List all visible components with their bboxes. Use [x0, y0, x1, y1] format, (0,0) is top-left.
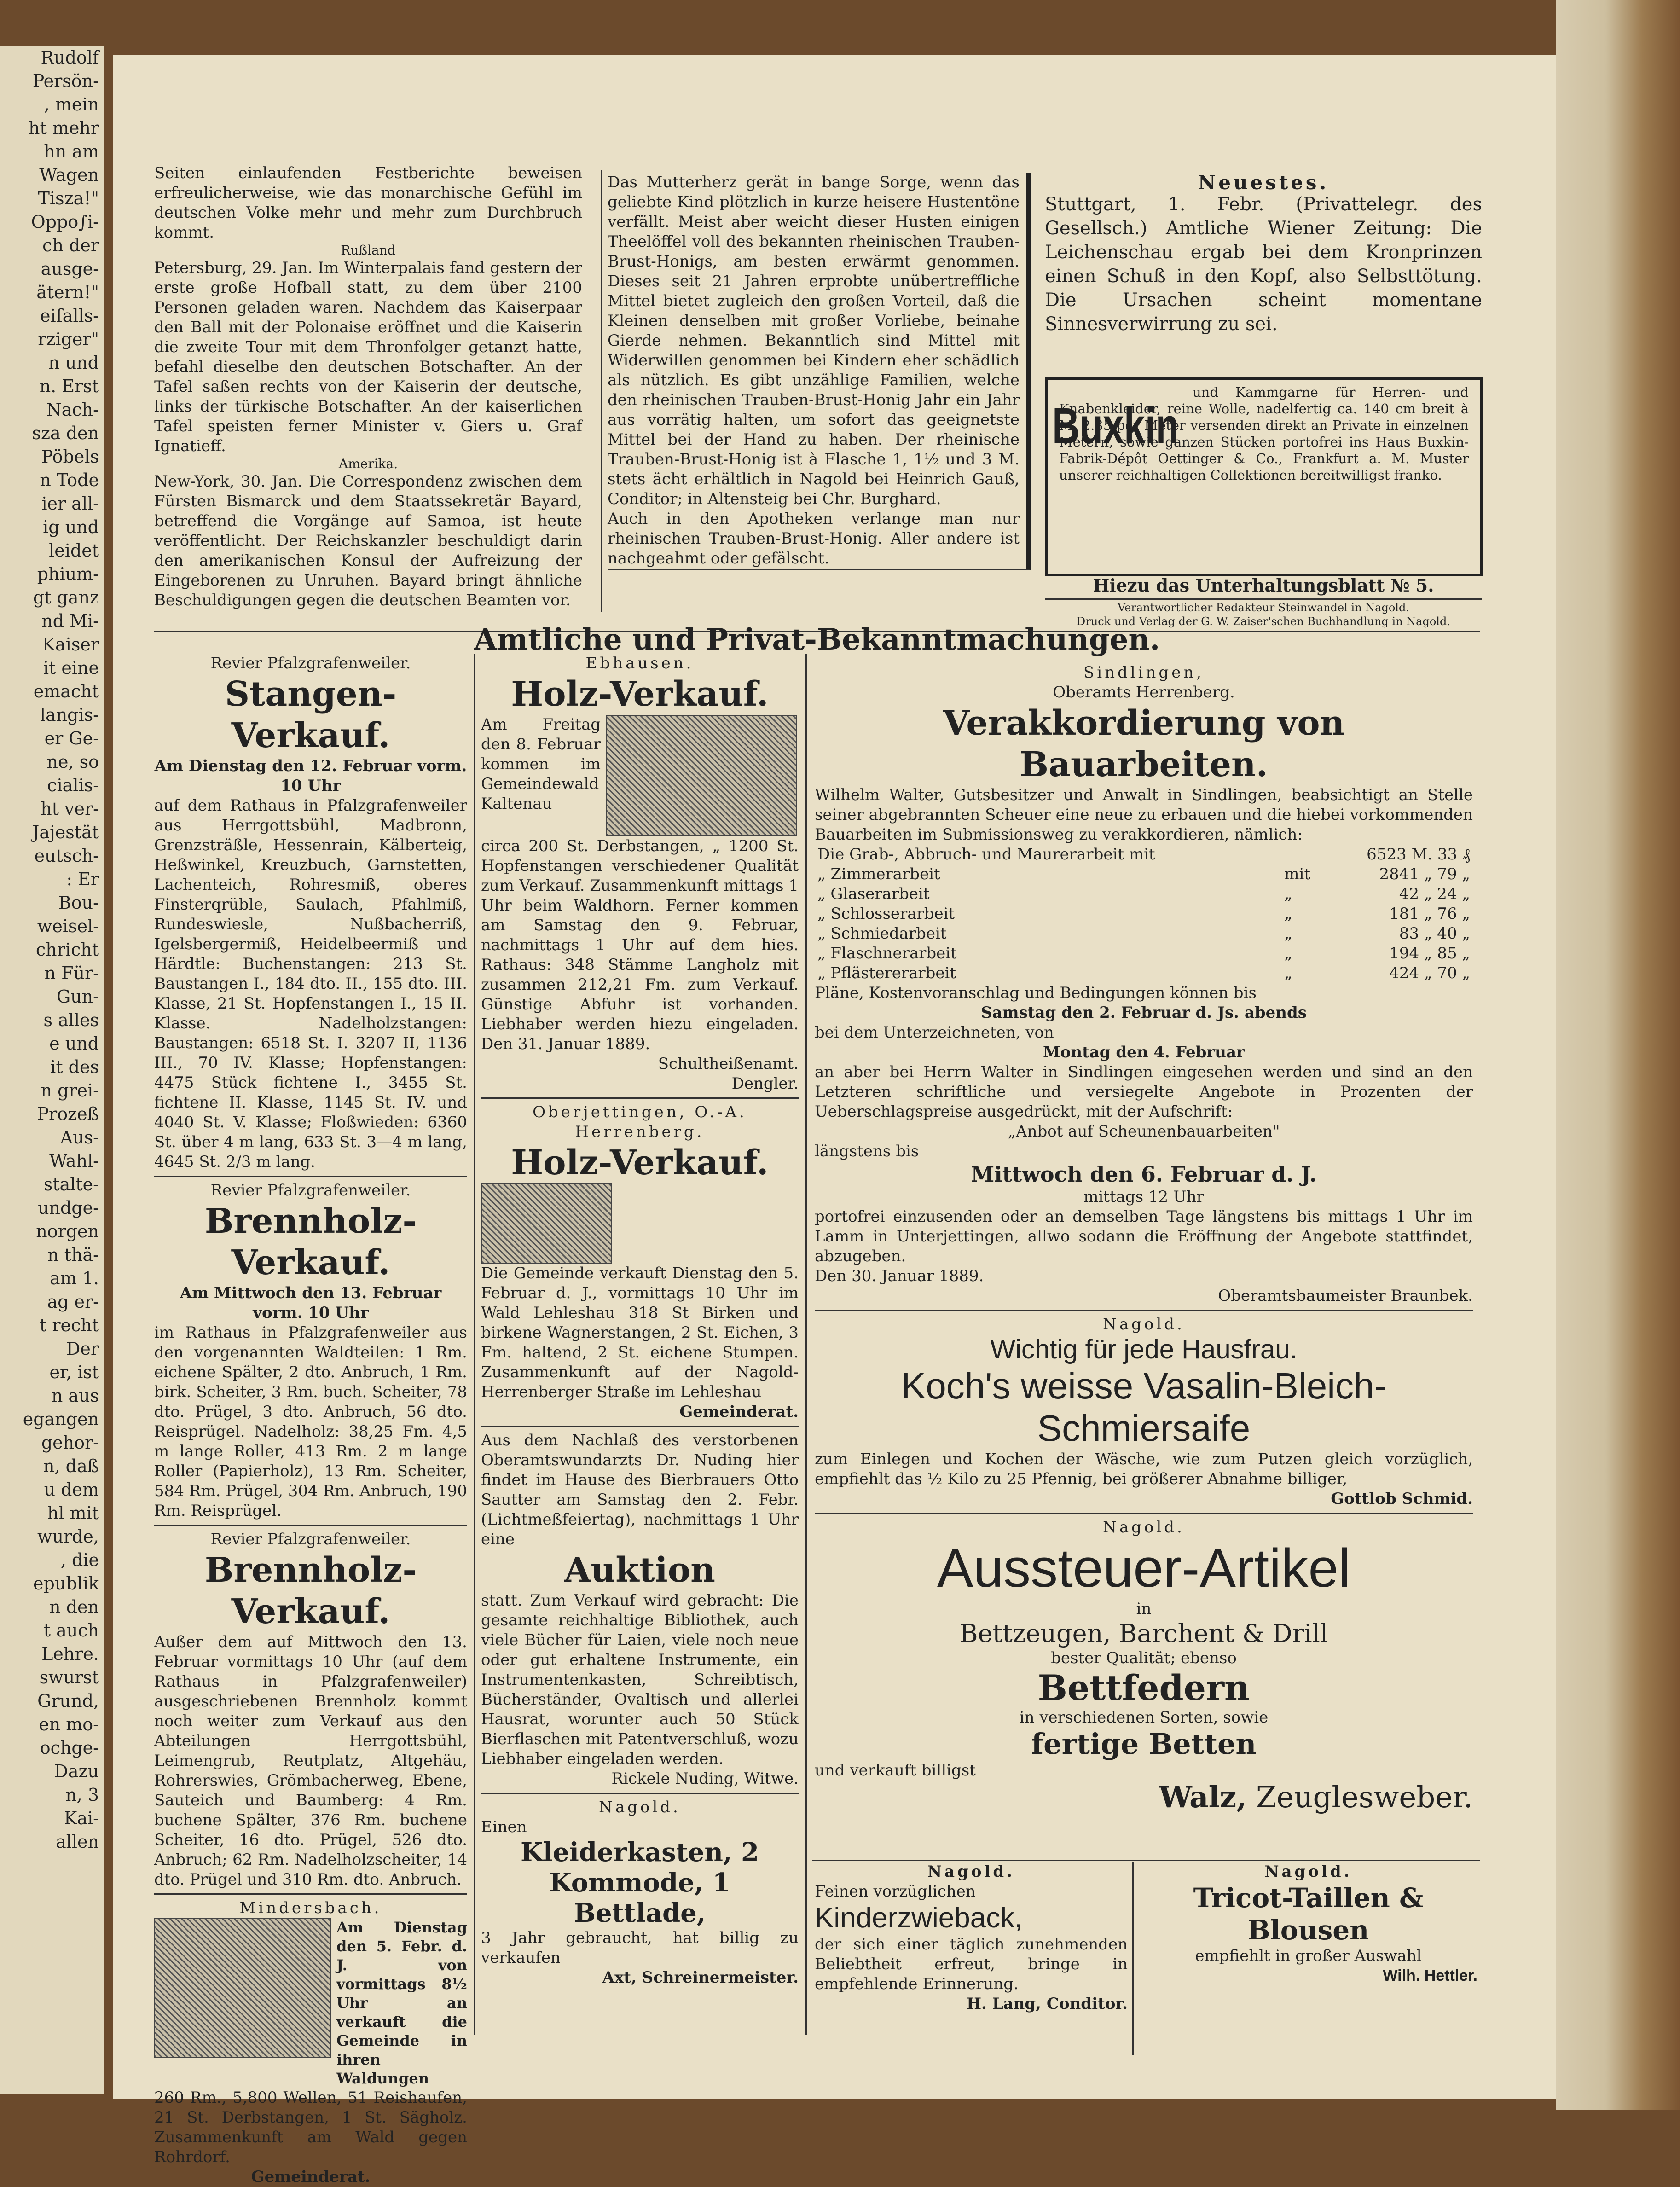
notices-column-2: [481, 654, 799, 1988]
notice-text: der sich einer täglich zunehmenden Beliebtheit erfreut, bringe in empfehlende Erinnerung.: [815, 1935, 1128, 1993]
margin-line: er Ge-: [44, 728, 99, 748]
notice-text: 260 Rm., 5,800 Wellen, 51 Reishaufen, 21 St. Derbstangen, 1 St. Sägholz. Zusammenkunft am Wald gegen Rohrdorf.: [154, 2088, 467, 2166]
margin-line: eutsch-: [34, 846, 99, 866]
cost-work: Die Grab-, Abbruch- und Maurerarbeit mit: [817, 845, 1155, 864]
kinderzwieback-ad: [815, 1862, 1128, 2014]
margin-line: Tisza!": [38, 188, 99, 209]
notice-text: fertige Betten: [1031, 1727, 1257, 1761]
notice-divider: [481, 1097, 799, 1099]
notice-text: an aber bei Herrn Walter in Sindlingen eingesehen werden und sind an den Letzteren schriftliche und versiegelte Angebote in Prozenten der Ueberschlagspreise ausgedrückt, mit der Aufschrift:: [815, 1063, 1473, 1121]
notice-date: Am Mittwoch den 13. Februar vorm. 10 Uhr: [180, 1284, 442, 1322]
news-column: [154, 163, 582, 610]
margin-line: ätern!": [36, 282, 99, 302]
cost-row: [815, 845, 1473, 864]
notice-title: Blousen: [1247, 1914, 1369, 1946]
notice-text: Die Gemeinde verkauft Dienstag den 5. Februar d. J., vormittags 10 Uhr im Wald Lehleshau 318 St Birken und birkene Wagnerstangen, 2 St. Eichen, 3 Fm. haltend, 2 St. eichene Stumpen. Zusammenkunft auf der Nagold-Herrenberger Straße im Lehleshau: [481, 1264, 799, 1401]
notice-signature: Gottlob Schmid.: [1331, 1490, 1473, 1508]
notice-divider: [154, 1893, 467, 1895]
margin-line: epublik: [33, 1573, 99, 1594]
margin-line: n Tode: [40, 470, 99, 490]
news-newyork: New-York, 30. Jan. Die Correspondenz zwischen dem Fürsten Bismarck und dem Staatssekretär Bayard, betreffend die Vorgänge auf Samoa, ist heute veröffentlicht. Der Reichskanzler beschuldigt darin den amerikanischen Konsul der Aufreizung der Eingeborenen zu Unruhen. Bayard bringt ähnliche Beschuldigungen gegen die deutschen Beamten vor.: [154, 472, 582, 609]
margin-line: ht ver-: [41, 799, 99, 819]
notice-title: Verakkordierung von Bauarbeiten.: [943, 703, 1345, 784]
latest-news: [1045, 173, 1482, 336]
margin-line: ht mehr: [29, 118, 99, 138]
margin-line: ne, so: [46, 752, 99, 772]
margin-line: it eine: [43, 658, 99, 678]
margin-line: Dazu: [54, 1761, 99, 1781]
notice-small: Einen: [481, 1818, 527, 1836]
notice-text: zum Einlegen und Kochen der Wäsche, wie zum Putzen gleich vorzüglich, empfiehlt das ½ Kilo zu 25 Pfennig, bei größerer Abnahme billiger,: [815, 1450, 1473, 1488]
cost-amount: 424 „ 70 „: [1389, 964, 1470, 982]
cost-work: „ Glaserarbeit: [817, 885, 930, 903]
notice-signature: Schultheißenamt.: [658, 1055, 799, 1073]
notice-text: statt. Zum Verkauf wird gebracht: Die gesamte reichhaltige Bibliothek, auch viele Bücher für Laien, viele noch neue oder gut erhaltene Instrumente, ein Instrumentenkasten, Schreibtisch, Bücherständer, Ovaltisch und allerlei Hausrat, worunter auch 50 Stück Bierflaschen mit Patentverschluß, wozu Liebhaber eingeladen werden.: [481, 1591, 799, 1768]
notice-text: und verkauft billigst: [815, 1761, 976, 1780]
margin-line: t auch: [43, 1620, 99, 1641]
notice-title: Aussteuer-Artikel: [937, 1538, 1351, 1599]
notice-place: Nagold.: [599, 1798, 681, 1816]
margin-line: gehor-: [41, 1433, 99, 1453]
notice-dateline: Den 30. Januar 1889.: [815, 1267, 984, 1285]
notice-signature: Wilh. Hettler.: [1383, 1967, 1477, 1984]
buxkin-advertisement: [1045, 377, 1483, 576]
cost-amount: 6523 M. 33 ₰: [1367, 845, 1470, 864]
cost-mark: mit: [1284, 865, 1311, 883]
margin-line: n, 3: [65, 1785, 99, 1805]
margin-line: Der: [66, 1339, 99, 1359]
notice-title: Kinderzwieback,: [815, 1902, 1023, 1934]
notice-signature: Dengler.: [731, 1074, 799, 1093]
margin-line: n, daß: [43, 1456, 99, 1476]
cost-amount: 181 „ 76 „: [1389, 905, 1470, 923]
margin-line: n und: [48, 353, 99, 373]
notice-signature: Oberamtsbaumeister Braunbek.: [1218, 1287, 1473, 1305]
margin-line: t recht: [39, 1315, 99, 1335]
notice-divider: [154, 1176, 467, 1177]
notice-signature: Rickele Nuding, Witwe.: [611, 1769, 799, 1788]
cost-table: [815, 845, 1473, 983]
cost-amount: 83 „ 40 „: [1399, 924, 1470, 943]
margin-line: Rudolf: [41, 47, 99, 68]
notice-text: im Rathaus in Pfalzgrafenweiler aus den vorgenannten Waldteilen: 1 Rm. eichene Spälter, 2 dto. Anbruch, 1 Rm. birk. Scheiter, 3 Rm. buch. Scheiter, 78 dto. Prügel, 3 dto. Anbruch, 56 dto. Reisprügel. Nadelholz: 38,25 Fm. 4,5 m lange Roller, 413 Rm. 2 m lange Roller (Papierholz), 13 Rm. Scheiter, 584 Rm. Prügel, 304 Rm. Anbruch, 190 Rm. Reisprügel.: [154, 1323, 467, 1520]
margin-line: leidet: [49, 540, 99, 561]
margin-line: n. Erst: [39, 376, 99, 396]
margin-line: u dem: [44, 1479, 99, 1500]
honey-advertisement: [608, 173, 1031, 570]
notice-divider: [154, 1525, 467, 1526]
margin-line: stalte-: [43, 1174, 99, 1195]
margin-line: s alles: [43, 1010, 99, 1030]
margin-line: , die: [60, 1550, 99, 1570]
margin-line: Pöbels: [41, 447, 99, 467]
woodcut-illustration: [606, 715, 797, 836]
notice-title: Auktion: [564, 1550, 715, 1590]
cost-row: [815, 864, 1473, 884]
notice-place: Ebhausen.: [585, 654, 694, 673]
margin-line: Gun-: [56, 986, 99, 1007]
imprint-rule: [1045, 598, 1482, 600]
column-rule: [474, 654, 475, 2035]
notice-time: mittags 12 Uhr: [1083, 1188, 1204, 1206]
notice-date: Samstag den 2. Februar d. Js. abends: [981, 1004, 1307, 1022]
notice-text: Außer dem auf Mittwoch den 13. Februar vormittags 10 Uhr (auf dem Rathaus in Pfalzgrafenweiler) ausgeschriebenen Brennholz kommt noch weiter zum Verkauf aus den Abteilungen Herrgottsbühl, Leimengrub, Reutplatz, Altgehäu, Rohrerswies, Grömbacherweg, Ebene, Sauteich und Baumberg: 4 Rm. buchene Spälter, 376 Rm. buchene Scheiter, 16 dto. Prügel, 526 dto. Anbruch; 62 Rm. Nadelholzscheiter, 14 dto. Prügel und 310 Rm. dto. Anbruch.: [154, 1633, 467, 1889]
margin-line: weisel-: [37, 916, 99, 936]
cost-row: [815, 924, 1473, 944]
margin-line: n Für-: [44, 963, 99, 983]
woodcut-illustration: [154, 1918, 331, 2058]
margin-line: gt ganz: [33, 587, 99, 608]
margin-line: wurde,: [37, 1526, 99, 1547]
notice-signature: Axt, Schreinermeister.: [602, 1968, 799, 1987]
margin-line: swurst: [39, 1667, 99, 1688]
cost-work: „ Pflästererarbeit: [817, 964, 956, 982]
notice-quote: „Anbot auf Scheunenbauarbeiten": [1008, 1122, 1280, 1141]
margin-line: Lehre.: [41, 1644, 99, 1664]
notice-text: empfiehlt in großer Auswahl: [1195, 1947, 1422, 1965]
notice-text: in: [1136, 1600, 1152, 1618]
supplement-note: Hiezu das Unterhaltungsblatt № 5.: [1093, 575, 1434, 596]
cost-work: „ Flaschnerarbeit: [817, 944, 957, 963]
notice-place: Nagold.: [1103, 1518, 1185, 1537]
margin-line: Wahl-: [49, 1151, 99, 1171]
margin-line: ig und: [43, 517, 99, 537]
imprint-publisher: Druck und Verlag der G. W. Zaiser'schen Buchhandlung in Nagold.: [1077, 615, 1450, 628]
margin-line: ag er-: [47, 1292, 99, 1312]
notice-small: Feinen vorzüglichen: [815, 1882, 976, 1901]
notice-place: Nagold.: [1264, 1862, 1352, 1881]
cost-amount: 194 „ 85 „: [1389, 944, 1470, 963]
notice-text: bester Qualität; ebenso: [1051, 1649, 1237, 1667]
cost-mark: „: [1284, 964, 1292, 982]
notice-title: Koch's weisse Vasalin-Bleich-Schmiersaife: [901, 1365, 1387, 1449]
cost-row: [815, 963, 1473, 983]
notice-place: Revier Pfalzgrafenweiler.: [210, 654, 411, 673]
column-rule: [805, 654, 807, 2035]
margin-line: n thä-: [47, 1245, 99, 1265]
notice-title: Tricot-Taillen &: [1193, 1882, 1424, 1914]
column-rule: [1132, 1862, 1134, 2055]
notice-signature: H. Lang, Conditor.: [966, 1995, 1128, 2013]
imprint-editor: Verantwortlicher Redakteur Steinwandel in Nagold.: [1118, 601, 1409, 614]
notice-divider: [481, 1793, 799, 1794]
latest-title: Neuestes.: [1198, 171, 1329, 194]
margin-line: Grund,: [37, 1691, 99, 1711]
cost-work: „ Schlosserarbeit: [817, 905, 955, 923]
cost-row: [815, 944, 1473, 963]
woodcut-illustration: [481, 1183, 612, 1264]
notice-text: in verschiedenen Sorten, sowie: [1019, 1708, 1269, 1727]
margin-line: chricht: [35, 940, 99, 960]
margin-line: Kai-: [64, 1808, 99, 1828]
notice-text: Wilhelm Walter, Gutsbesitzer und Anwalt in Sindlingen, beabsichtigt an Stelle seiner abgebrannten Scheuer eine neue zu erbauen und die hiebei vorkommenden Bauarbeiten im Submissionsweg zu verakkordieren, nämlich:: [815, 786, 1473, 844]
margin-line: n den: [49, 1597, 99, 1617]
notice-title: Holz-Verkauf.: [511, 674, 769, 714]
notice-text: Bettzeugen, Barchent & Drill: [959, 1619, 1328, 1648]
margin-line: ch der: [42, 235, 99, 255]
margin-line: n aus: [51, 1386, 99, 1406]
margin-line: sza den: [32, 423, 99, 443]
notice-text: Am Dienstag den 5. Febr. d. J. von vormittags 8½ Uhr an verkauft die Gemeinde in ihren Waldungen: [336, 1919, 467, 2087]
notice-text: Bettfedern: [1037, 1667, 1250, 1708]
notice-text: auf dem Rathaus in Pfalzgrafenweiler aus Herrgottsbühl, Madbronn, Grenzsträßle, Hessenrain, Kälberteig, Heßwinkel, Kreuzbuch, Garnstetten, Lachenteich, Rohresmiß, oberes Finsterqrüble, Saulach, Pfahlmiß, Rundeswiesle, Nußbacherriß, Igelsbergermiß, Heidelbeermiß und Härdtle: Buchenstangen: 213 St. Baustangen I., 184 dto. II., 155 dto. III. Klasse, 21 St. Hopfenstangen I., 15 II. Klasse. Nadelholzstangen: Baustangen: 6518 St. I. 3207 II, 1136 III., 70 IV. Klasse; Hopfenstangen: 4475 Stück fichtene I., 3455 St. fichtene II. Klasse, 1145 St. IV. und 4040 St. V. Klasse; Floßwieden: 6360 St. über 4 m lang, 633 St. 3—4 m lang, 4645 St. 2/3 m lang.: [154, 796, 467, 1171]
news-petersburg: Petersburg, 29. Jan. Im Winterpalais fand gestern der erste große Hofball statt, zu dem über 2100 Personen geladen waren. Nachdem das Kaiserpaar den Ball mit der Polonaise eröffnet und die Kaiserin die zweite Tour mit dem Thronfolger getanzt hatte, befahl dieselbe den deutschen Botschafter. An der Tafel saßen rechts von der Kaiserin der deutsche, links der türkische Botschafter. An der kaiserlichen Tafel speisten ferner Minister v. Giers u. Graf Ignatieff.: [154, 259, 582, 455]
notice-signature: Gemeinderat.: [679, 1403, 799, 1421]
cost-mark: „: [1284, 885, 1292, 903]
notice-place: Nagold.: [927, 1862, 1015, 1881]
cost-mark: [1281, 845, 1325, 864]
margin-line: emacht: [33, 681, 99, 702]
margin-line: n grei-: [41, 1080, 99, 1101]
margin-line: nd Mi-: [41, 611, 99, 631]
margin-line: ochge-: [40, 1738, 99, 1758]
margin-line: ausge-: [41, 259, 99, 279]
margin-line: hn am: [44, 141, 99, 162]
notice-place: Nagold.: [1103, 1315, 1185, 1334]
margin-line: phium-: [37, 564, 99, 584]
notice-divider: [815, 1310, 1473, 1311]
notice-text: 3 Jahr gebraucht, hat billig zu verkaufen: [481, 1929, 799, 1967]
margin-line: Jajestät: [32, 822, 99, 842]
latest-text: Stuttgart, 1. Febr. (Privattelegr. des Gesellsch.) Amtliche Wiener Zeitung: Die Leichenschau ergab bei dem Kronprinzen einen Schuß in den Kopf, also Selbsttötung. Die Ursachen scheint momentane Sinnesverwirrung zu sei.: [1045, 194, 1482, 335]
margin-line: undge-: [38, 1198, 99, 1218]
tricot-ad: [1139, 1862, 1477, 1986]
notice-text: portofrei einzusenden oder an demselben Tage längstens bis mittags 1 Uhr im Lamm in Unterjettingen, allwo sodann die Eröffnung der Angebote stattfindet, abzugeben.: [815, 1207, 1473, 1265]
buxkin-text: und Kammgarne für Herren- und Knabenkleider, reine Wolle, nadelfertig ca. 140 cm breit à M. 2.35 per Meter versenden direkt an Private in einzelnen Metern, sowie ganzen Stücken portofrei ins Haus Buxkin-Fabrik-Dépôt Oettinger & Co., Frankfurt a. M. Muster unserer reichhaltigen Collektionen bereitwilligst franko.: [1059, 384, 1469, 483]
margin-line: , mein: [44, 94, 99, 115]
margin-line: er, ist: [49, 1362, 99, 1382]
cost-mark: „: [1284, 924, 1292, 943]
notice-subplace: Oberamts Herrenberg.: [1053, 683, 1235, 702]
notice-text: bei dem Unterzeichneten, von: [815, 1023, 1054, 1042]
margin-line: hl mit: [47, 1503, 99, 1523]
margin-line: langis-: [40, 705, 99, 725]
cost-work: „ Zimmerarbeit: [817, 865, 940, 883]
cost-row: [815, 904, 1473, 924]
notice-date: Am Dienstag den 12. Februar vorm. 10 Uhr: [154, 757, 467, 795]
notice-text: circa 200 St. Derbstangen, „ 1200 St. Hopfenstangen verschiedener Qualität zum Verkauf. Zusammenkunft mittags 1 Uhr beim Waldhorn. Ferner kommen am Samstag den 9. Februar, nachmittags 1 Uhr auf dem hies. Rathaus: 348 Stämme Langholz mit zusammen 212,21 Fm. zum Verkauf. Günstige Abfuhr ist vorhanden. Liebhaber werden hiezu eingeladen. Den 31. Januar 1889.: [481, 837, 799, 1053]
margin-line: egangen: [23, 1409, 99, 1429]
notice-title: Stangen-Verkauf.: [225, 674, 397, 755]
notice-title: Holz-Verkauf.: [511, 1143, 769, 1183]
honey-footer: Auch in den Apotheken verlange man nur rheinischen Trauben-Brust-Honig. Aller andere ist nachgeahmt oder gefälscht.: [608, 510, 1020, 568]
bottom-rule: [812, 1860, 1480, 1861]
margin-line: Prozeß: [37, 1104, 99, 1124]
notice-place: Mindersbach.: [239, 1899, 382, 1917]
notice-place: Oberjettingen, O.-A. Herrenberg.: [533, 1103, 747, 1141]
cost-amount: 2841 „ 79 „: [1379, 865, 1470, 883]
notices-column-1: [154, 654, 467, 2187]
notice-divider: [815, 1513, 1473, 1514]
news-intro: Seiten einlaufenden Festberichte beweisen erfreulicherweise, wie das monarchische Gefühl im deutschen Volke mehr und mehr zum Durchbruch kommt.: [154, 164, 582, 242]
notice-title: Brennholz-Verkauf.: [204, 1550, 417, 1631]
margin-line: en mo-: [39, 1714, 99, 1735]
left-facing-page: [0, 46, 104, 2094]
cost-amount: 42 „ 24 „: [1399, 885, 1470, 903]
notice-signature: Gemeinderat.: [251, 2168, 371, 2186]
margin-line: ier all-: [41, 493, 99, 514]
column-rule: [601, 170, 602, 612]
notice-title: Brennholz-Verkauf.: [204, 1201, 417, 1282]
notices-column-3: [815, 663, 1473, 1815]
notice-text: Pläne, Kostenvoranschlag und Bedingungen können bis: [815, 984, 1257, 1002]
margin-line: cialis-: [47, 775, 99, 795]
notice-text: längstens bis: [815, 1142, 919, 1160]
margin-line: allen: [56, 1832, 99, 1852]
honey-text: Das Mutterherz gerät in bange Sorge, wenn das geliebte Kind plötzlich in kurze heisere Hustentöne verfällt. Meist aber weicht dieser Husten einigen Theelöffel voll des bekannten rheinischen Trauben-Brust-Honigs, am besten erwärmt genommen. Dieses seit 21 Jahren erprobte unübertreffliche Mittel bietet zugleich den großen Vorteil, daß die Kleinen denselben mit großer Vorliebe, beinahe Gierde nehmen. Bekanntlich sind Mittel mit Widerwillen genommen bei Kindern eher schädlich als nützlich. Es gibt unzählige Familien, welche den rheinischen Trauben-Brust-Honig Jahr ein Jahr aus vorrätig halten, um sofort das geeignetste Mittel bei der Hand zu haben. Der rheinische Trauben-Brust-Honig ist à Flasche 1, 1½ und 3 M. stets ächt erhältlich in Nagold bei Heinrich Gauß, Conditor; in Altensteig bei Chr. Burghard.: [608, 173, 1020, 508]
cost-mark: „: [1284, 905, 1292, 923]
margin-line: : Er: [66, 869, 99, 889]
margin-line: it des: [50, 1057, 99, 1077]
margin-line: Aus-: [60, 1127, 99, 1148]
heading-america: Amerika.: [338, 456, 398, 471]
notice-signature: Walz,: [1159, 1780, 1247, 1815]
margin-line: Wagen: [39, 165, 99, 185]
margin-line: eifalls-: [40, 306, 99, 326]
notice-title: Kleiderkasten, 2 Kommode, 1 Bettlade,: [521, 1837, 759, 1928]
notice-heading: Wichtig für jede Hausfrau.: [990, 1334, 1298, 1364]
margin-line: Persön-: [32, 71, 99, 91]
margin-line: e und: [49, 1033, 99, 1054]
margin-line: norgen: [36, 1221, 99, 1241]
heading-russia: Rußland: [341, 243, 396, 258]
notice-place: Revier Pfalzgrafenweiler.: [210, 1181, 411, 1200]
notice-date: Mittwoch den 6. Februar d. J.: [971, 1162, 1317, 1187]
margin-line: Kaiser: [42, 634, 99, 655]
cost-work: „ Schmiedarbeit: [817, 924, 947, 943]
notice-place: Revier Pfalzgrafenweiler.: [210, 1530, 411, 1549]
notice-place: Sindlingen,: [1083, 663, 1205, 682]
book-fore-edge: [1556, 0, 1680, 2110]
section-title: Amtliche und Privat-Bekanntmachungen.: [474, 622, 1160, 657]
margin-line: rziger": [38, 329, 99, 349]
notice-divider: [481, 1426, 799, 1427]
margin-line: Oppo∫i-: [31, 212, 99, 232]
margin-line: Bou-: [58, 893, 99, 913]
cost-row: [815, 884, 1473, 904]
margin-line: Nach-: [46, 400, 99, 420]
cost-mark: „: [1284, 944, 1292, 963]
margin-line: am 1.: [49, 1268, 99, 1288]
notice-date: Am Freitag den 8. Februar kommen im Gemeindewald Kaltenau: [481, 715, 601, 813]
notice-date: Montag den 4. Februar: [1043, 1043, 1245, 1062]
notice-text: Aus dem Nachlaß des verstorbenen Oberamtswundarzts Dr. Nuding hier findet im Hause des Bierbrauers Otto Sautter am Samstag den 2. Febr. (Lichtmeßfeiertag), nachmittags 1 Uhr eine: [481, 1431, 799, 1549]
buxkin-brand: Buxkin: [1052, 398, 1179, 454]
notice-signature: Zeuglesweber.: [1256, 1781, 1473, 1815]
